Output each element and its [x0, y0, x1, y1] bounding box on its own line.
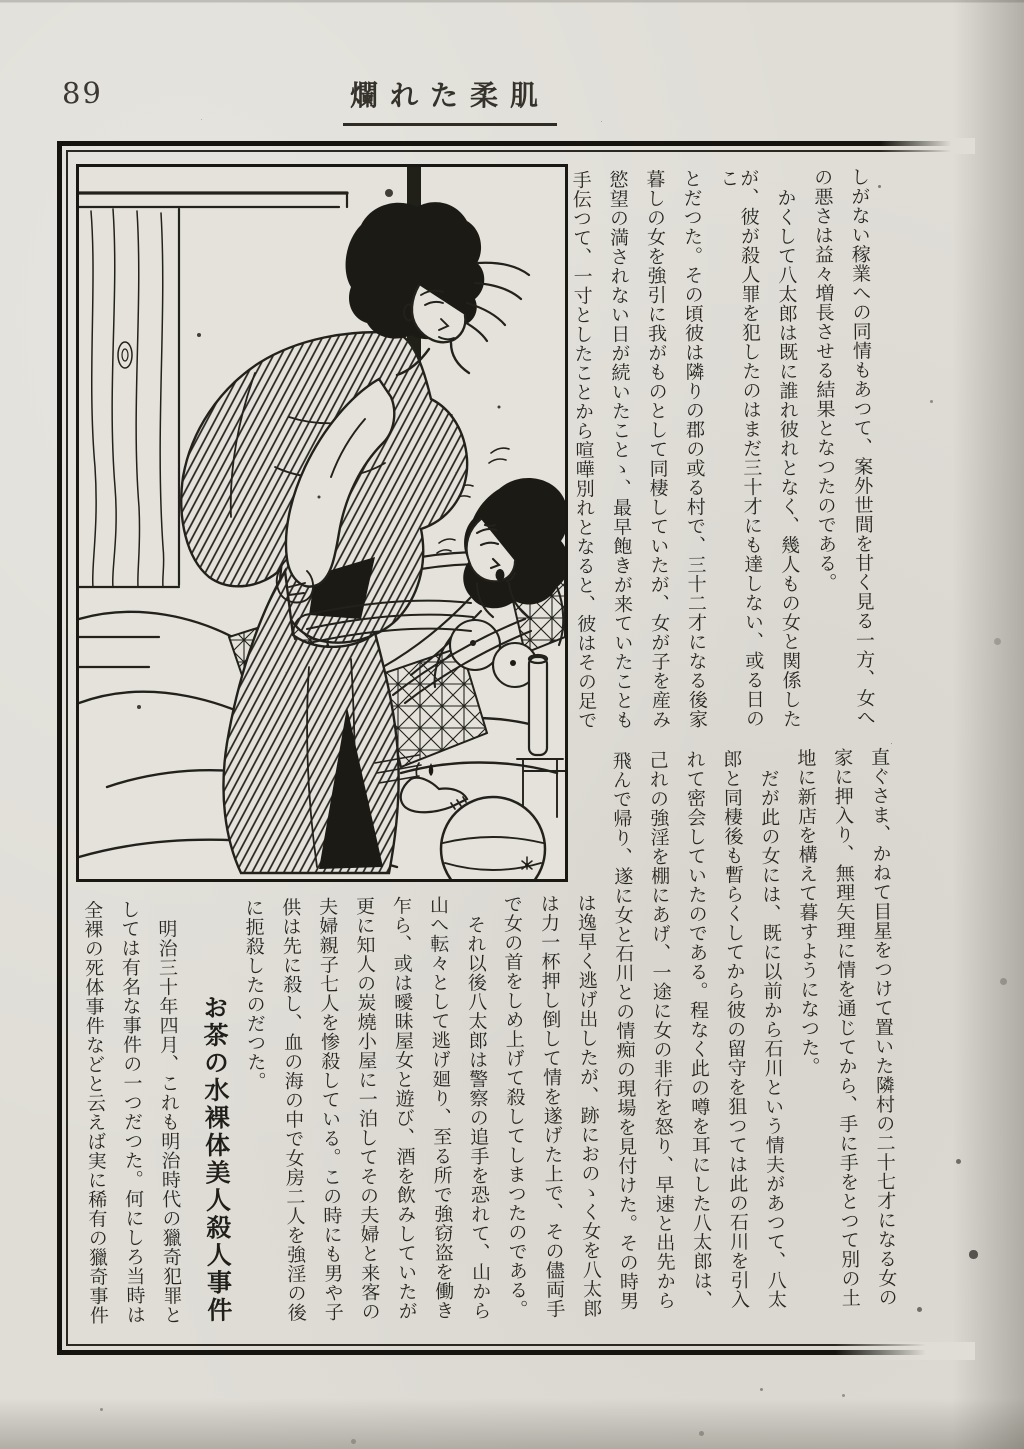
text-column: 郎と同棲後も暫らくしてから彼の留守を狙つては此の石川を引入 — [720, 749, 751, 1309]
section-heading: お茶の水裸体美人殺人事件 — [199, 994, 234, 1325]
lower-text-band — [72, 747, 896, 1348]
upper-text-band — [569, 166, 876, 743]
text-column: 手伝つて、一寸としたことから喧嘩別れとなると、彼はその足で — [569, 169, 598, 730]
text-column: しがない稼業への同情もあつて、案外世間を甘く見る一方、女へ — [848, 166, 876, 727]
text-column: で女の首をしめ上げて殺してしまつたのである。 — [500, 894, 529, 1319]
text-column: に扼殺したのだつた。 — [242, 897, 267, 1092]
text-column: それ以後八太郎は警察の追手を恐れて、山から — [463, 914, 492, 1321]
text-column: 乍ら、或は曖昧屋女と遊び、酒を飲みしていたが — [389, 895, 418, 1321]
text-column: 飛んで帰り、遂に女と石川との情痴の現場を見付けた。その時男 — [609, 750, 640, 1311]
text-column: 供は先に殺し、血の海の中で女房二人を強淫の後 — [279, 897, 307, 1323]
text-column: は逸早く逃げ出したが、跡におのゝく女を八太郎 — [574, 893, 603, 1318]
text-column: 地に新店を構えて暮すようになつた。 — [794, 748, 821, 1077]
text-column: の悪さは益々増長させる結果となつたのである。 — [811, 167, 838, 593]
text-column: 慾望の満されない日が続いたことゝ、最早飽きが来ていたことも — [606, 169, 635, 730]
text-column: 直ぐさま、かねて目星をつけて置いた隣村の二十七才になる女の — [868, 746, 898, 1307]
text-column: れて密会していたのである。程なく此の噂を耳にした八太郎は、 — [683, 749, 714, 1310]
text-column: 全裸の死体事件などと云えば実に稀有の獵奇事件 — [81, 899, 109, 1325]
text-column: 家に押入り、無理矢理に情を通じてから、手に手をとつて別の土 — [831, 747, 861, 1308]
paper-specks — [0, 0, 3, 3]
border-fade-bottom — [835, 1342, 975, 1360]
text-column: 更に知人の炭燒小屋に一泊してその夫婦と来客の — [352, 896, 381, 1322]
text-column: しては有名な事件の一つだつた。何にしろ当時は — [117, 899, 146, 1325]
page-title: 爛れた柔肌 — [343, 74, 557, 126]
text-column: だが此の女には、既に以前から石川という情夫があつて、八太 — [757, 768, 788, 1310]
text-column: 明治三十年四月、これも明治時代の獵奇犯罪と — [155, 918, 183, 1325]
text-column: かくして八太郎は既に誰れ彼れとなく、幾人もの女と関係した — [774, 187, 802, 729]
border-fade-top — [880, 138, 975, 154]
text-column: 己れの強淫を棚にあげ、一途に女の非行を怒り、早速と出先から — [646, 750, 677, 1311]
text-column: 暮しの女を強引に我がものとして同棲していたが、女が子を産み — [643, 169, 672, 730]
text-column: が、彼が殺人罪を犯したのはまだ三十才にも達しない、或る日のこ — [717, 168, 766, 729]
text-column: 山へ転々として逃げ廻り、至る所で強窃盗を働き — [426, 895, 455, 1321]
text-column: 夫婦親子七人を惨殺している。この時にも男や子 — [315, 896, 344, 1322]
page-number: 89 — [61, 75, 104, 111]
text-column: とだつた。その頃彼は隣りの郡の或る村で、三十二才になる後家 — [680, 168, 709, 729]
text-column: は力一杯押し倒して情を遂げた上で、その儘両手 — [537, 893, 566, 1319]
